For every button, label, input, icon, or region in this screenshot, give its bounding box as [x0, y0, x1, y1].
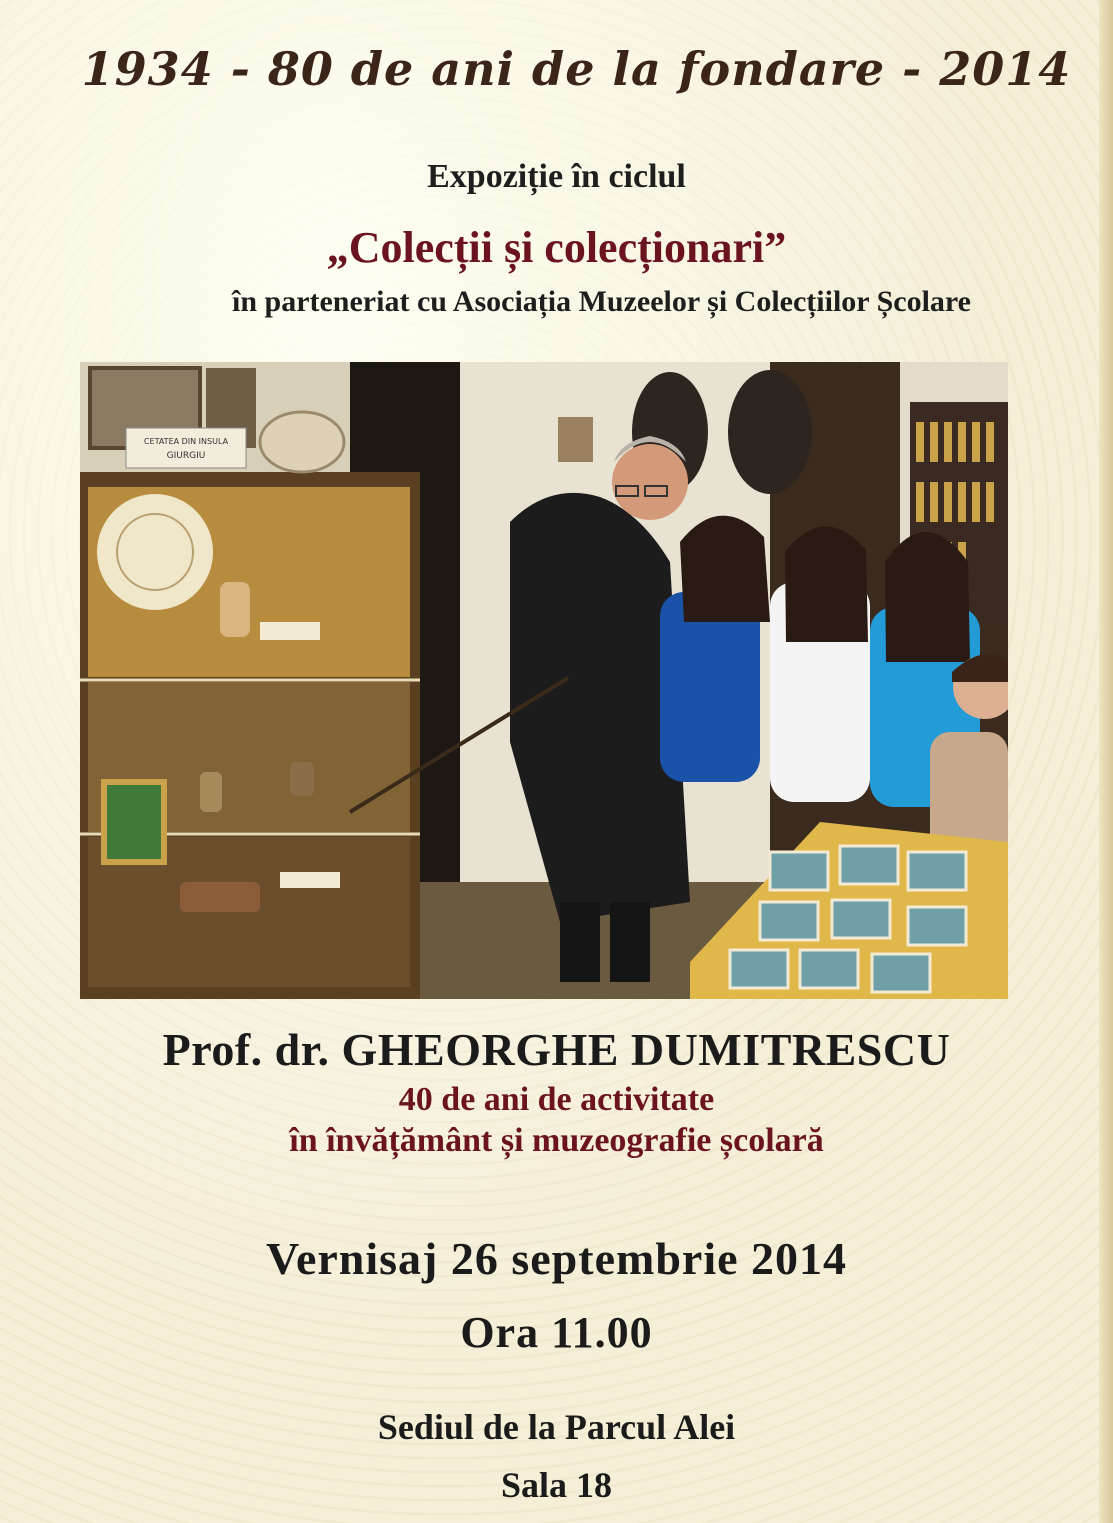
opening-time: Ora 11.00: [460, 1308, 653, 1357]
vernisaj-date: Vernisaj 26 septembrie 2014: [265, 1233, 848, 1284]
activity-line-2: în învățământ și muzeografie școlară: [289, 1122, 824, 1159]
exhibition-intro: Expoziție în ciclul: [427, 158, 686, 195]
cycle-title: „Colecții și colecționari”: [326, 223, 787, 272]
exhibition-photo: [80, 362, 1008, 999]
photo-illustration: [80, 362, 1008, 999]
room-number: Sala 18: [500, 1465, 613, 1505]
partnership-line: în parteneriat cu Asociația Muzeelor și Colecțiilor Școlare: [231, 285, 971, 318]
venue: Sediul de la Parcul Alei: [377, 1407, 736, 1447]
honoree-name: Prof. dr. GHEORGHE DUMITRESCU: [162, 1024, 951, 1075]
svg-text:CETATEA DIN INSULA: CETATEA DIN INSULA: [143, 437, 229, 446]
anniversary-heading: 1934 - 80 de ani de la fondare - 2014: [81, 42, 1072, 96]
svg-text:GIURGIU: GIURGIU: [166, 451, 206, 461]
activity-line-1: 40 de ani de activitate: [398, 1081, 715, 1118]
